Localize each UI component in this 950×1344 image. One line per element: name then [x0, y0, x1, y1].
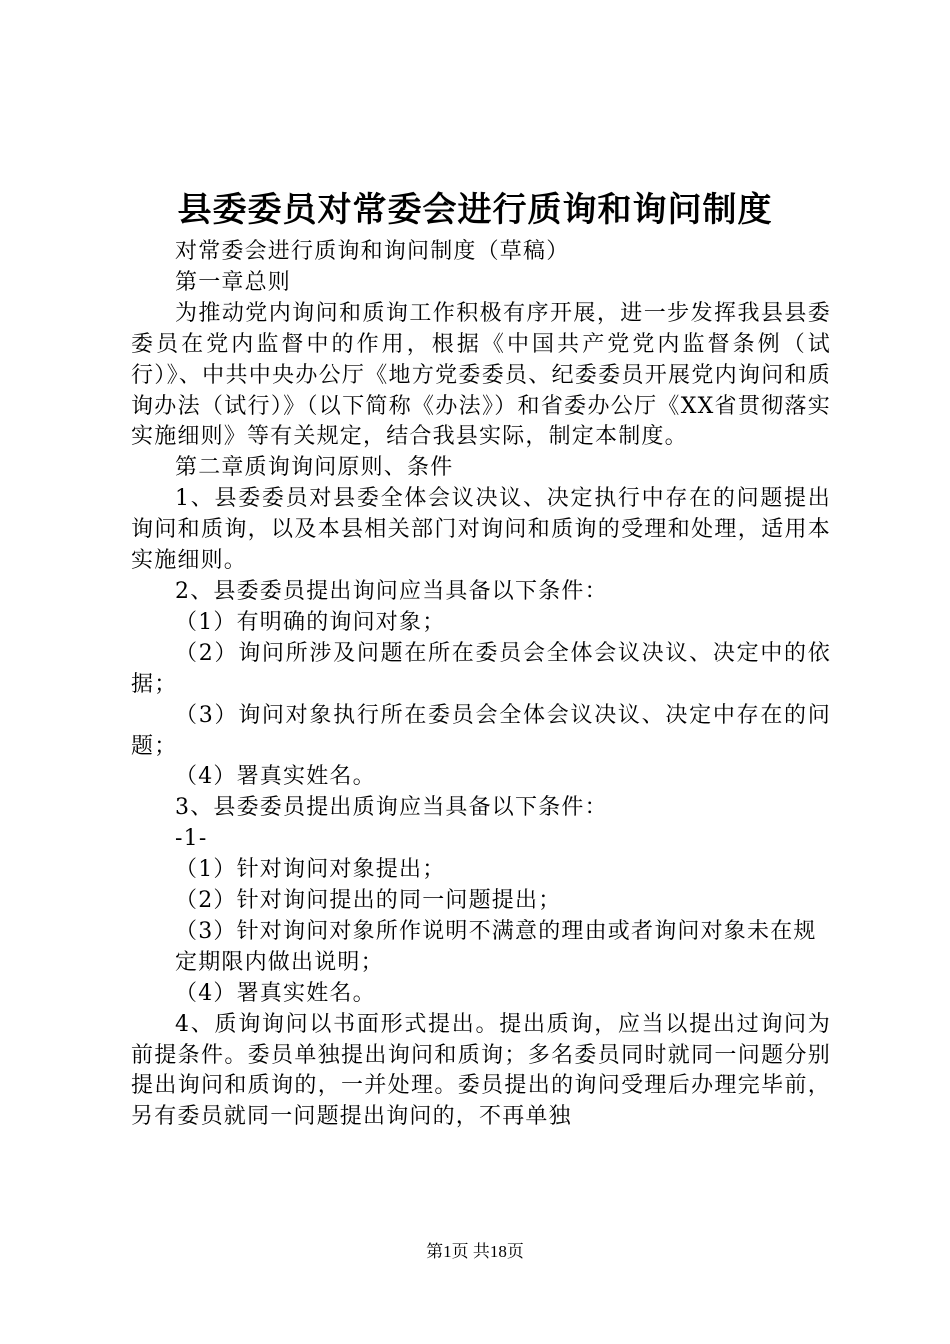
document-title: 县委委员对常委会进行质询和询问制度 [177, 190, 773, 230]
list-item: （4）署真实姓名。 [175, 980, 376, 1006]
list-item: （1）针对询问对象提出； [175, 857, 446, 883]
list-item: （1）有明确的询问对象； [175, 609, 446, 635]
paragraph: 4、质询询问以书面形式提出。提出质询，应当以提出过询问为前提条件。委员单独提出询问和质询；多名委员同时就同一问题分别提出询问和质询的，一并处理。委员提出的询问受理后办理完毕前，另有委员就同一问题提出询问的，不再单独 [131, 1011, 831, 1130]
paragraph: 1、县委委员对县委全体会议决议、决定执行中存在的问题提出询问和质询，以及本县相关部门对询问和质询的受理和处理，适用本实施细则。 [131, 486, 831, 574]
paragraph: 2、县委委员提出询问应当具备以下条件： [175, 578, 608, 604]
list-item: （2）询问所涉及问题在所在委员会全体会议决议、决定中的依据； [131, 640, 831, 697]
paragraph: 3、县委委员提出质询应当具备以下条件： [175, 795, 608, 821]
chapter-heading: 第二章质询询问原则、条件 [175, 455, 454, 481]
list-item: （2）针对询问提出的同一问题提出； [175, 888, 562, 914]
chapter-heading: 第一章总则 [175, 269, 292, 295]
list-item: （3）询问对象执行所在委员会全体会议决议、决定中存在的问题； [131, 702, 831, 759]
list-item-continuation: 定期限内做出说明； [175, 949, 384, 975]
document-body [131, 237, 831, 1133]
list-item: （3）针对询问对象所作说明不满意的理由或者询问对象未在规 [175, 918, 817, 944]
subtitle: 对常委会进行质询和询问制度（草稿） [175, 239, 570, 264]
page-footer: 第1页 共18页 [426, 1242, 524, 1261]
paragraph: 为推动党内询问和质询工作积极有序开展，进一步发挥我县县委委员在党内监督中的作用，根据《中国共产党党内监督条例（试行）》、中共中央办公厅《地方党委委员、纪委委员开展党内询问和质询办法（试行）》（以下简称《办法》）和省委办公厅《XX省贯彻落实实施细则》等有关规定，结合我县实际，制定本制度。 [131, 300, 831, 450]
list-item: （4）署真实姓名。 [175, 764, 376, 790]
inline-page-marker: -1- [175, 826, 208, 852]
